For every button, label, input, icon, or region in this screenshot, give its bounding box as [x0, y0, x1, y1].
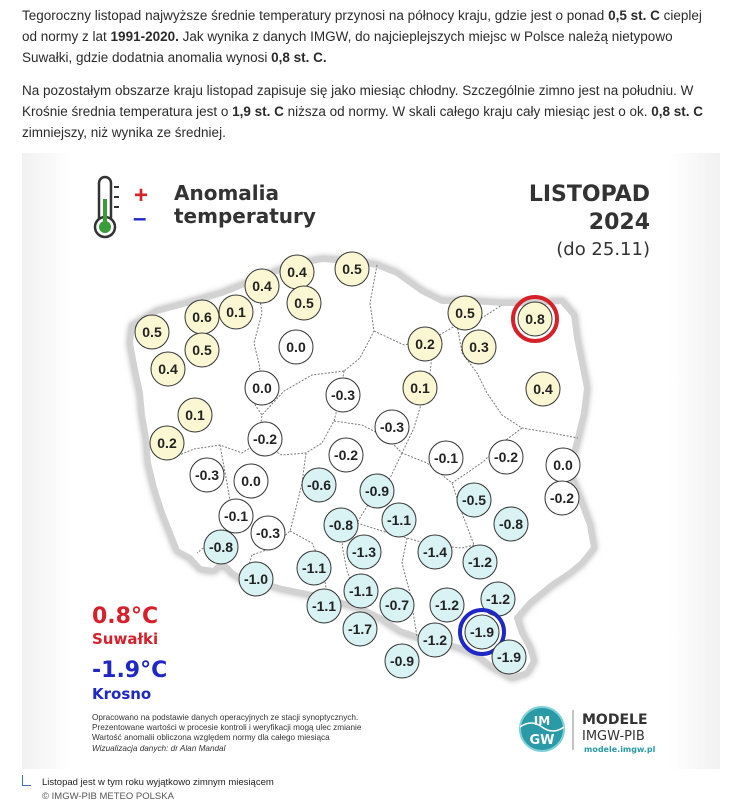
min-station: Krosno [92, 685, 152, 703]
image-caption: Listopad jest w tym roku wyjątkowo zimnym miesiącem [42, 777, 274, 788]
p1-segment: 1991-2020. [110, 29, 179, 44]
station-value: -1.0 [243, 571, 269, 587]
station-marker [245, 269, 279, 303]
anomaly-infographic [22, 153, 720, 769]
station-marker [185, 300, 219, 334]
station-marker [219, 295, 253, 329]
station-value: -0.5 [461, 492, 487, 508]
article-paragraph-2 [22, 80, 712, 143]
station-marker [297, 551, 331, 585]
legend-plus: + [134, 182, 149, 209]
station-value: -1.1 [301, 560, 327, 576]
station-marker [178, 398, 212, 432]
station-marker [326, 378, 360, 412]
station-value: 0.0 [252, 380, 272, 396]
station-marker [418, 623, 452, 657]
station-marker [280, 255, 314, 289]
station-value: -0.2 [333, 447, 359, 463]
station-marker [185, 333, 219, 367]
p2-segment: zimniejszy, niż wynika ze średniej. [22, 125, 226, 140]
station-value: 0.1 [226, 304, 246, 320]
station-value: 0.1 [410, 380, 430, 396]
station-value: 0.4 [533, 381, 553, 397]
p1-segment: 0,8 st. C. [271, 50, 327, 65]
station-value: -0.9 [364, 483, 390, 499]
station-value: 0.0 [553, 457, 573, 473]
station-marker [462, 330, 496, 364]
station-value: 0.2 [157, 435, 177, 451]
brand-line2: IMGW-PIB [582, 729, 645, 744]
station-value: -0.6 [306, 477, 332, 493]
brand-line1: MODELE [582, 712, 648, 728]
station-marker [430, 588, 464, 622]
station-value: -0.2 [493, 449, 519, 465]
p2-segment: Na pozostałym obszarze kraju listopad zapisuje się jako miesiąc chłodny. Szczególnie zimno jest na południu. W Krośnie średnia temperatura jest o [22, 83, 694, 119]
station-marker [418, 535, 452, 569]
station-value: -0.7 [384, 597, 410, 613]
min-value: -1.9°C [92, 658, 168, 683]
station-value: -1.3 [351, 544, 377, 560]
anomaly-map [22, 153, 720, 769]
station-value: 0.8 [525, 311, 545, 327]
brand-url: modele.imgw.pl [584, 745, 656, 754]
station-marker [403, 371, 437, 405]
station-value: -0.3 [194, 467, 220, 483]
note-line4: Wizualizacja danych: dr Alan Mandal [92, 744, 226, 753]
article-paragraph-1 [22, 5, 712, 68]
station-marker [448, 296, 482, 330]
station-marker [492, 640, 526, 674]
year-label: 2024 [588, 210, 650, 235]
station-value: -0.1 [433, 450, 459, 466]
station-marker [234, 464, 268, 498]
station-value: 0.4 [287, 264, 307, 280]
p1-segment: cieplej od normy z lat [22, 8, 702, 44]
image-credit: © IMGW-PIB METEO POLSKA [42, 791, 174, 802]
station-value: 0.5 [142, 324, 162, 340]
station-value: 0.0 [286, 339, 306, 355]
station-value: -0.1 [223, 508, 249, 524]
station-marker [343, 612, 377, 646]
station-marker [335, 252, 369, 286]
station-marker [248, 422, 282, 456]
p1-segment: Tegoroczny listopad najwyższe średnie temperatury przynosi na północy kraju, gdzie jest o ponad [22, 8, 609, 23]
p2-segment: niższa od normy. W skali całego kraju cały miesiąc jest o ok. [283, 104, 652, 119]
station-value: -0.2 [252, 431, 278, 447]
station-value: -1.1 [311, 598, 337, 614]
note-line3: Wartość anomalii obliczona względem normy dla całego miesiąca [92, 733, 330, 742]
station-value: -1.9 [469, 624, 495, 640]
note-line1: Opracowano na podstawie danych operacyjnych ze stacji synoptycznych. [92, 713, 359, 722]
station-marker [204, 530, 238, 564]
station-marker [494, 507, 528, 541]
caption-corner-icon [22, 775, 31, 786]
station-marker [429, 441, 463, 475]
station-value: -0.8 [498, 516, 524, 532]
station-value: -1.2 [434, 597, 460, 613]
p2-segment: 0,8 st. C [651, 104, 704, 119]
station-marker [329, 438, 363, 472]
imgw-logo [520, 707, 564, 751]
station-marker [307, 589, 341, 623]
station-marker [463, 545, 497, 579]
station-value: -0.8 [328, 517, 354, 533]
station-marker [151, 352, 185, 386]
station-value: -0.2 [549, 490, 575, 506]
station-marker [287, 286, 321, 320]
thermometer-icon [95, 177, 119, 237]
station-marker [408, 327, 442, 361]
station-value: 0.4 [158, 361, 178, 377]
station-marker [190, 458, 224, 492]
station-marker [279, 330, 313, 364]
station-marker [375, 410, 409, 444]
station-marker [135, 315, 169, 349]
note-line2: Prezentowane wartości w procesie kontroli i weryfikacji mogą ulec zmianie [92, 723, 362, 732]
station-marker [545, 481, 579, 515]
station-value: -1.9 [496, 649, 522, 665]
station-marker [245, 371, 279, 405]
station-value: -0.3 [330, 387, 356, 403]
station-value: -0.3 [255, 525, 281, 541]
station-marker [251, 516, 285, 550]
station-marker [302, 468, 336, 502]
p1-segment: 0,5 st. C [608, 8, 660, 23]
station-marker [150, 426, 184, 460]
station-value: -0.9 [389, 653, 415, 669]
station-value: -0.3 [379, 419, 405, 435]
station-value: 0.2 [415, 336, 435, 352]
station-value: -1.2 [467, 554, 493, 570]
station-value: 0.5 [342, 261, 362, 277]
station-marker [382, 503, 416, 537]
max-value: 0.8°C [92, 604, 159, 629]
station-value: -1.1 [348, 583, 374, 599]
station-marker [347, 535, 381, 569]
station-value: 0.1 [185, 407, 205, 423]
station-marker [457, 483, 491, 517]
station-value: -0.8 [208, 539, 234, 555]
station-value: -1.4 [422, 544, 448, 560]
logo-text-top: IM [533, 714, 551, 728]
max-station: Suwałki [92, 630, 159, 648]
station-value: 0.0 [241, 473, 261, 489]
station-marker [344, 574, 378, 608]
p1-segment: Jak wynika z danych IMGW, do najcieplejszych miejsc w Polsce należą nietypowo Suwałki, gdzie dodatnia anomalia wynosi [22, 29, 673, 65]
station-value: 0.6 [192, 309, 212, 325]
logo-text-bottom: GW [529, 733, 555, 748]
station-marker [526, 372, 560, 406]
station-marker [546, 448, 580, 482]
station-value: -1.2 [485, 591, 511, 607]
station-value: 0.5 [294, 295, 314, 311]
station-marker [239, 562, 273, 596]
station-marker [219, 499, 253, 533]
station-value: 0.4 [252, 278, 272, 294]
station-value: 0.3 [469, 339, 489, 355]
station-marker [489, 440, 523, 474]
station-marker [385, 644, 419, 678]
legend-minus: – [133, 205, 147, 232]
station-marker [380, 588, 414, 622]
station-value: -1.1 [386, 512, 412, 528]
infographic-title-line1: Anomalia [174, 181, 279, 205]
station-value: 0.5 [455, 305, 475, 321]
period-label: (do 25.11) [556, 239, 650, 260]
p2-segment: 1,9 st. C [232, 104, 284, 119]
station-value: -1.2 [422, 632, 448, 648]
month-label: LISTOPAD [528, 182, 650, 207]
station-value: -1.7 [347, 621, 373, 637]
station-marker [360, 474, 394, 508]
infographic-title-line2: temperatury [174, 204, 316, 228]
station-value: 0.5 [192, 342, 212, 358]
station-marker [324, 508, 358, 542]
station-marker [513, 297, 557, 341]
